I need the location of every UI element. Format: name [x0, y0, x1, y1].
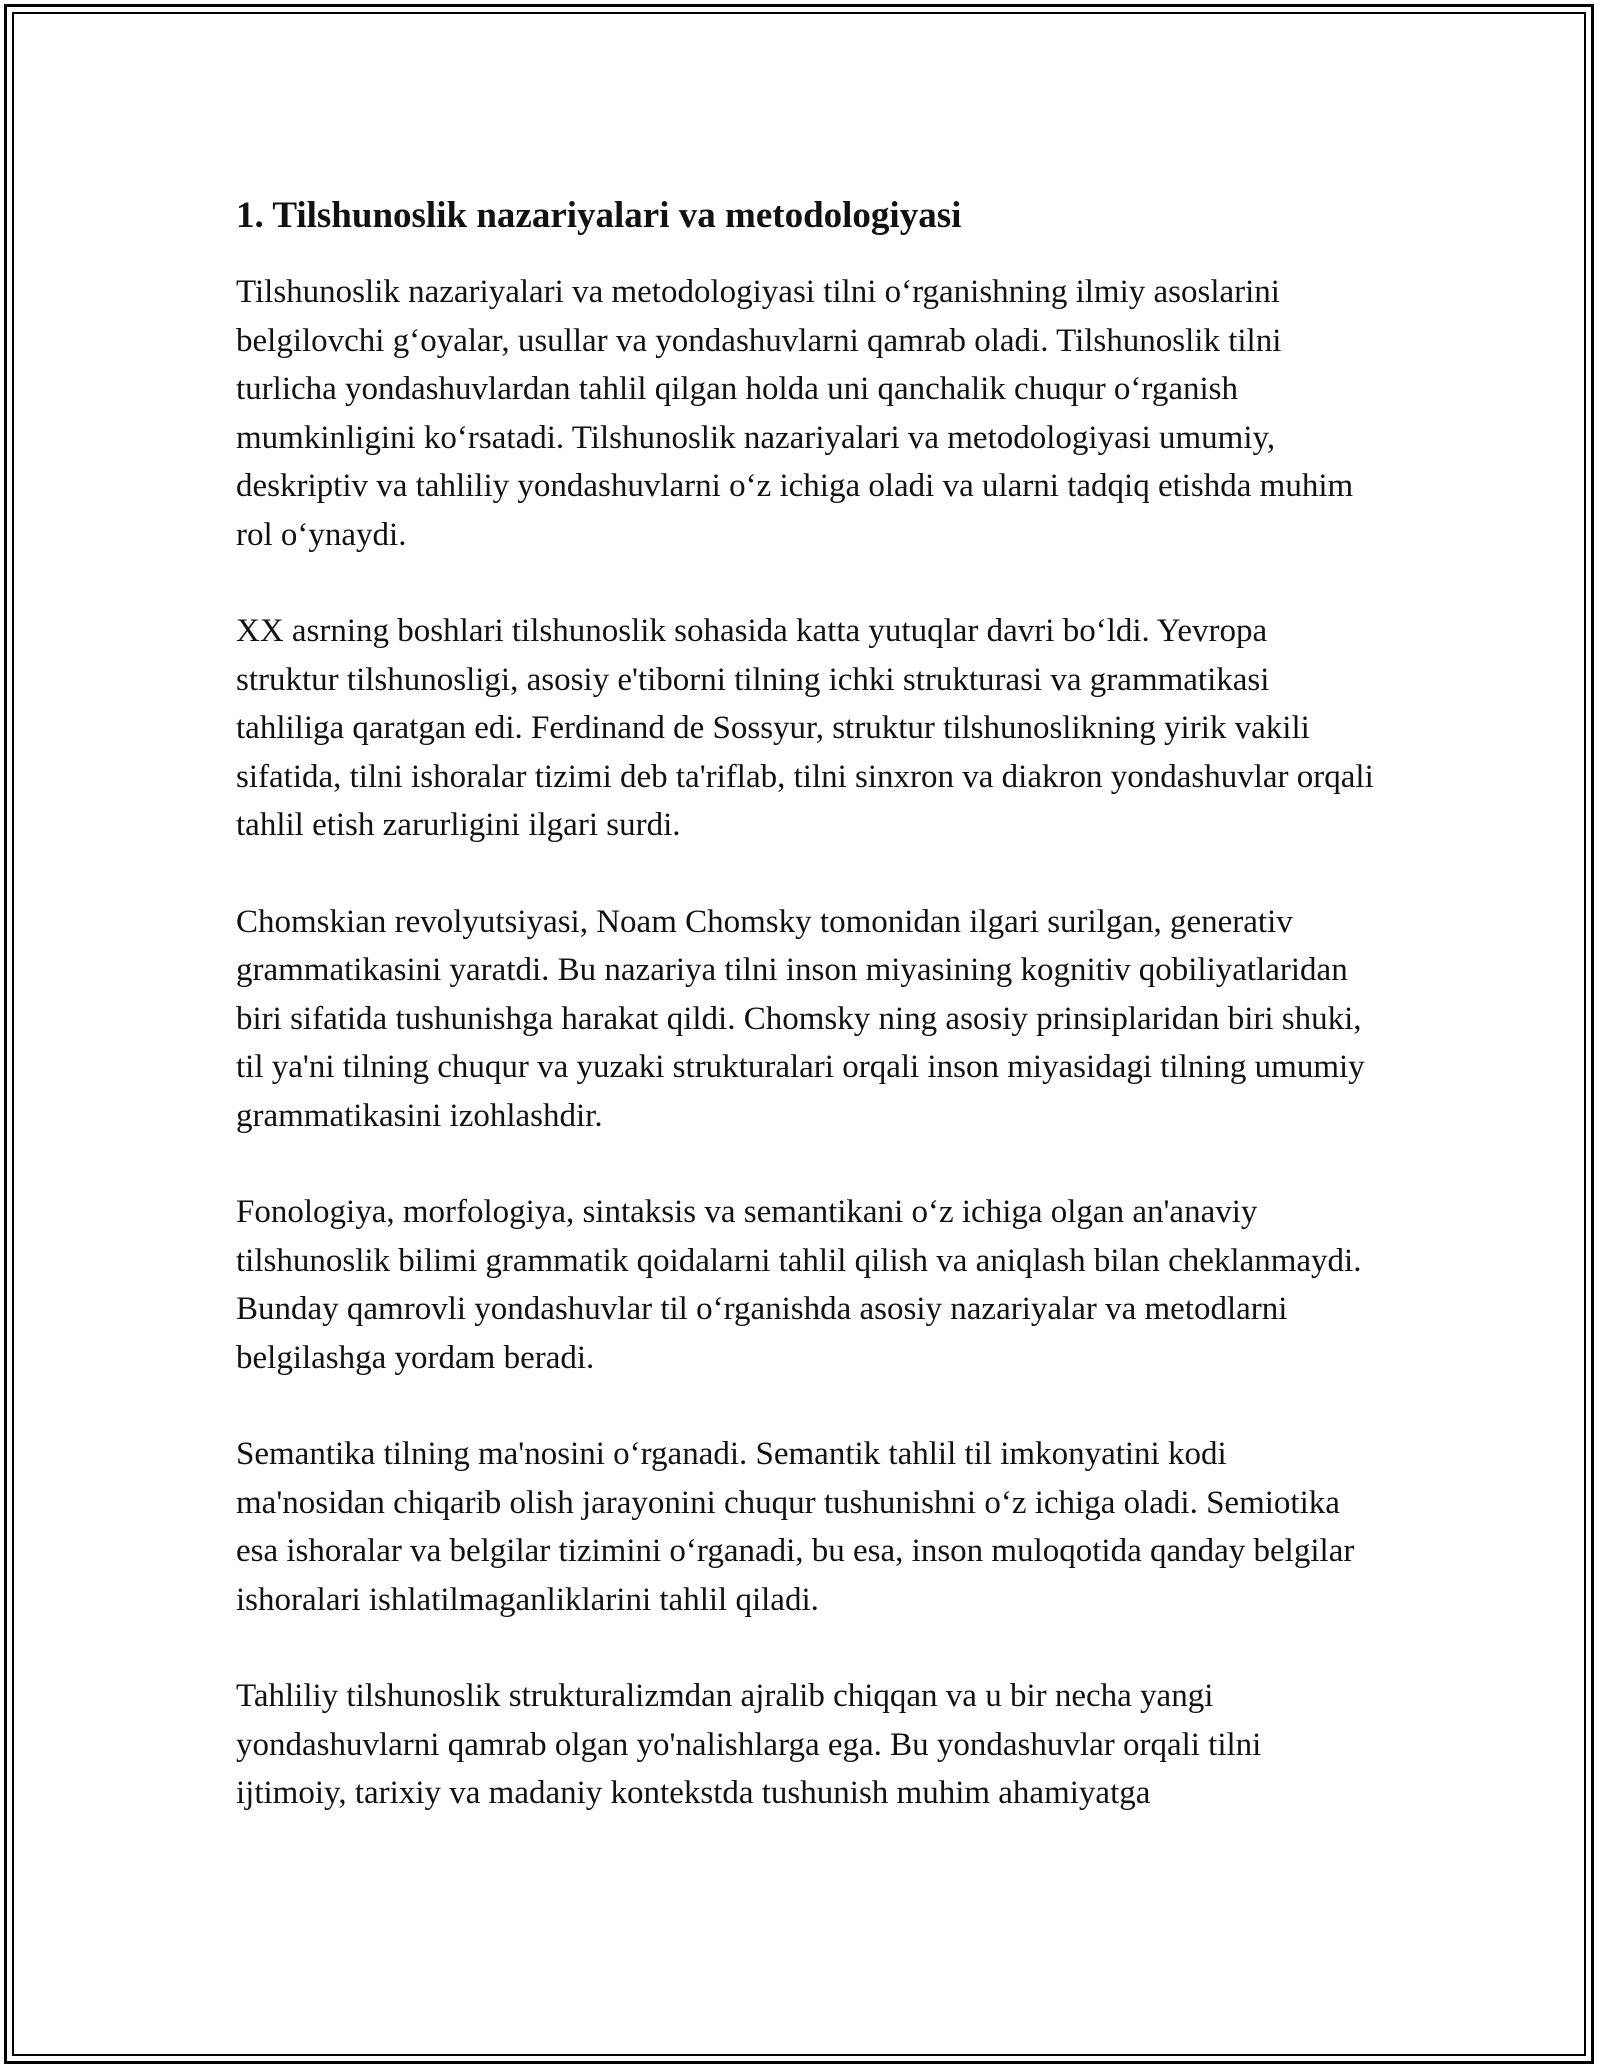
paragraph-4: Fonologiya, morfologiya, sintaksis va semantikani o‘z ichiga olgan an'anaviy tilshunoslik bilimi grammatik qoidalarni tahlil qilish va aniqlash bilan cheklanmaydi. Bunday qamrovli yondashuvlar til o‘rganishda asosiy nazariyalar va metodlarni belgilashga yordam beradi.: [236, 1194, 1362, 1376]
paragraph-2: XX asrning boshlari tilshunoslik sohasida katta yutuqlar davri bo‘ldi. Yevropa struktur tilshunosligi, asosiy e'tiborni tilning ichki strukturasi va grammatikasi tahliliga qaratgan edi. Ferdinand de Sossyur, struktur tilshunoslikning yirik vakili sifatida, tilni ishoralar tizimi deb ta'riflab, tilni sinxron va diakron yondashuvlar orqali tahlil etish zarurligini ilgari surdi.: [236, 613, 1374, 843]
section-heading: 1. Tilshunoslik nazariyalari va metodologiyasi: [236, 195, 962, 236]
paragraph-6: Tahliliy tilshunoslik strukturalizmdan ajralib chiqqan va u bir necha yangi yondashuvlarni qamrab olgan yo'nalishlarga ega. Bu yondashuvlar orqali tilni ijtimoiy, tarixiy va madaniy kontekstda tushunish muhim ahamiyatga: [236, 1678, 1262, 1811]
paragraph-3: Chomskian revolyutsiyasi, Noam Chomsky tomonidan ilgari surilgan, generativ grammatikasini yaratdi. Bu nazariya tilni inson miyasining kognitiv qobiliyatlaridan biri sifatida tushunishga harakat qildi. Chomsky ning asosiy prinsiplaridan biri shuki, til ya'ni tilning chuqur va yuzaki strukturalari orqali inson miyasidagi tilning umumiy grammatikasini izohlashdir.: [236, 903, 1365, 1134]
paragraph-5: Semantika tilning ma'nosini o‘rganadi. Semantik tahlil til imkonyatini kodi ma'nosidan chiqarib olish jarayonini chuqur tushunishni o‘z ichiga oladi. Semiotika esa ishoralar va belgilar tizimini o‘rganadi, bu esa, inson muloqotida qanday belgilar ishoralari ishlatilmaganliklarini tahlil qiladi.: [236, 1436, 1355, 1618]
paragraph-1: Tilshunoslik nazariyalari va metodologiyasi tilni o‘rganishning ilmiy asoslarini belgilovchi g‘oyalar, usullar va yondashuvlarni qamrab oladi. Tilshunoslik tilni turlicha yondashuvlardan tahlil qilgan holda uni qanchalik chuqur o‘rganish mumkinligini ko‘rsatadi. Tilshunoslik nazariyalari va metodologiyasi umumiy, deskriptiv va tahliliy yondashuvlarni o‘z ichiga oladi va ularni tadqiq etishda muhim rol o‘ynaydi.: [236, 274, 1354, 553]
document-body: [236, 188, 1376, 1818]
